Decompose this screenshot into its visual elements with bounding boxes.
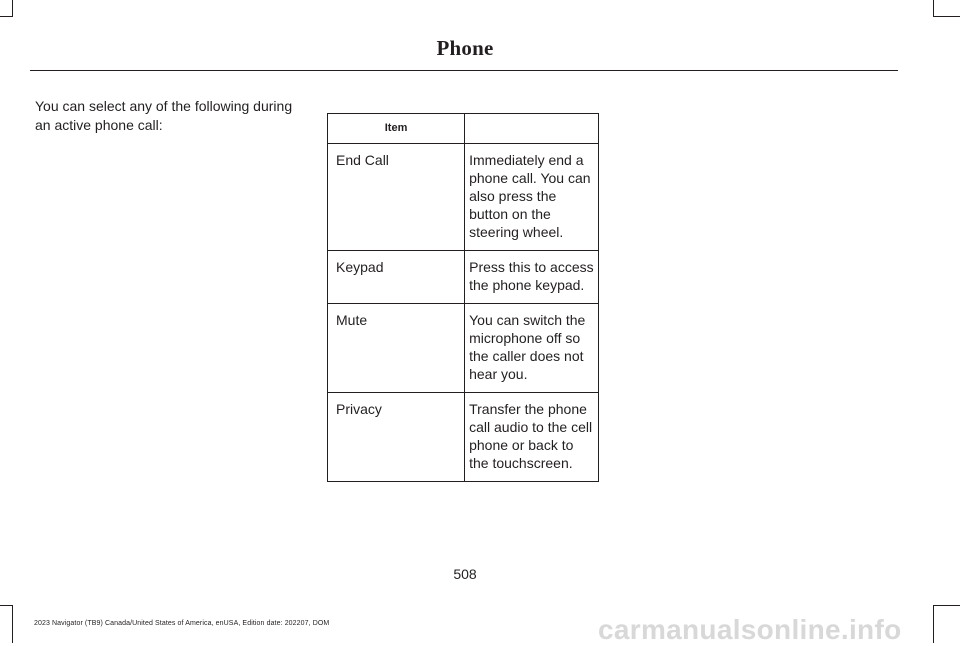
item-cell: Keypad — [328, 251, 465, 304]
intro-paragraph: You can select any of the following during an active phone call: — [35, 98, 293, 133]
item-cell: End Call — [328, 144, 465, 251]
description-cell: Press this to access the phone keypad. — [465, 251, 599, 304]
crop-mark-top-left-h — [0, 16, 13, 17]
item-cell: Mute — [328, 304, 465, 393]
crop-mark-top-left-v — [12, 0, 13, 16]
description-cell: Transfer the phone call audio to the cell phone or back to the touchscreen. — [465, 393, 599, 482]
header-divider — [30, 70, 898, 71]
table-row — [328, 304, 599, 393]
footer-edition-info: 2023 Navigator (TB9) Canada/United States of America, enUSA, Edition date: 202207, DOM — [34, 620, 330, 627]
crop-mark-bottom-left-h — [0, 605, 13, 606]
crop-mark-bottom-left-v — [12, 605, 13, 643]
phone-call-options-table — [327, 113, 599, 482]
watermark: carmanualsonline.info — [598, 614, 902, 645]
column-header-item: Item — [328, 114, 465, 144]
crop-mark-bottom-right-h — [933, 605, 960, 606]
item-cell: Privacy — [328, 393, 465, 482]
table-row — [328, 393, 599, 482]
crop-mark-top-right-h — [933, 16, 960, 17]
table-header-row — [328, 114, 599, 144]
page-title: Phone — [436, 36, 494, 60]
description-cell: You can switch the microphone off so the caller does not hear you. — [465, 304, 599, 393]
crop-mark-bottom-right-v — [933, 605, 934, 643]
page-number: 508 — [453, 566, 477, 582]
crop-mark-top-right-v — [933, 0, 934, 16]
description-cell: Immediately end a phone call. You can also press the button on the steering wheel. — [465, 144, 599, 251]
column-header-description — [465, 114, 599, 144]
table-row — [328, 251, 599, 304]
table-row — [328, 144, 599, 251]
